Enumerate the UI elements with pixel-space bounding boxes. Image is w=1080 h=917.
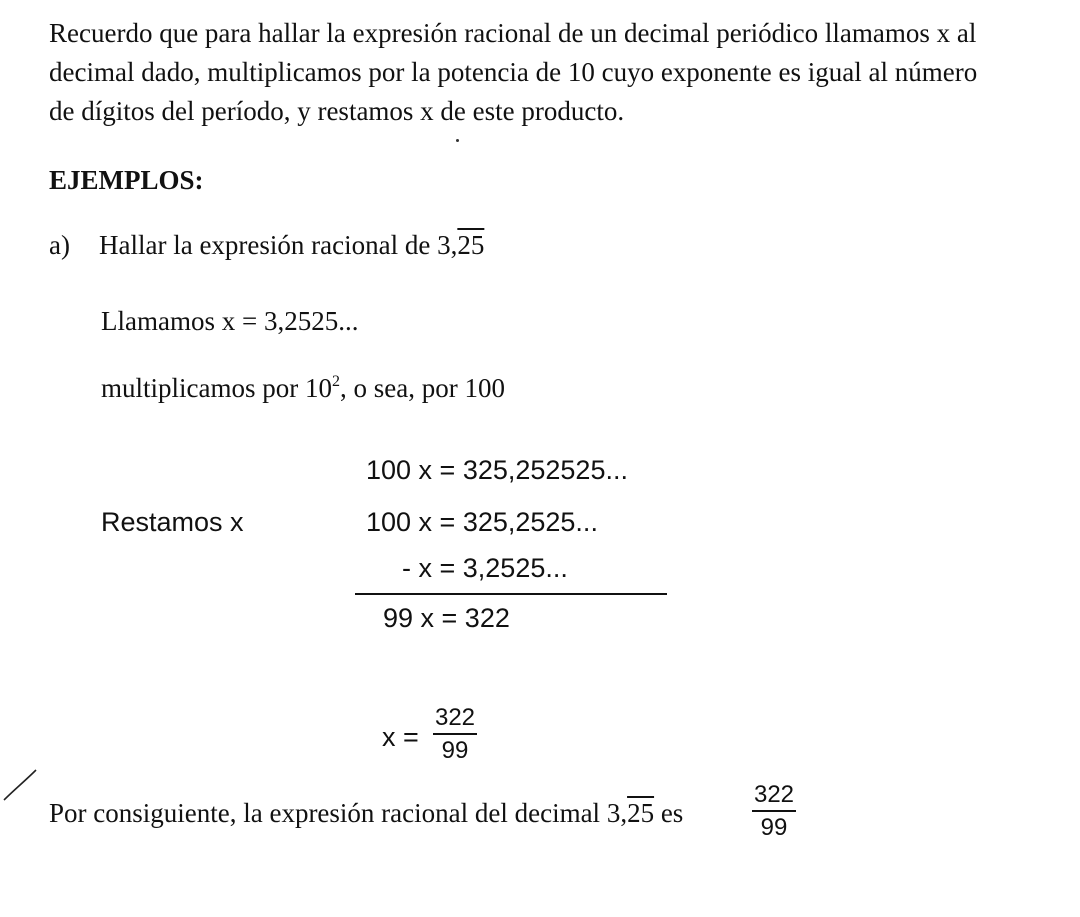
subtraction-rule bbox=[355, 593, 667, 595]
intro-line-1: Recuerdo que para hallar la expresión racional de un decimal periódico llamamos x al bbox=[49, 18, 977, 48]
multiply-post: , o sea, por 100 bbox=[339, 373, 505, 403]
intro-line-3: de dígitos del período, y restamos x de este producto. bbox=[49, 96, 625, 126]
multiply-pre: multiplicamos por 10 bbox=[101, 373, 332, 403]
equation-3: - x = 3,2525... bbox=[402, 553, 568, 583]
restamos-label: Restamos x bbox=[101, 507, 244, 537]
x-equals: x = bbox=[382, 722, 419, 752]
final-number-int: 3, bbox=[606, 798, 628, 828]
equation-4: 99 x = 322 bbox=[383, 603, 510, 633]
examples-heading: EJEMPLOS: bbox=[49, 165, 204, 195]
intro-line-2: decimal dado, multiplicamos por la potencia de 10 cuyo exponente es igual al número bbox=[49, 57, 978, 87]
result-fraction bbox=[433, 704, 477, 765]
equation-2: 100 x = 325,2525... bbox=[366, 507, 598, 537]
final-number-period: 25 bbox=[627, 798, 655, 828]
multiply-exponent: 2 bbox=[331, 373, 340, 390]
final-text: Por consiguiente, la expresión racional del decimal bbox=[49, 798, 607, 828]
pen-stroke-mark bbox=[2, 768, 38, 804]
intro-paragraph bbox=[49, 14, 1059, 131]
llamamos-line: Llamamos x = 3,2525... bbox=[101, 306, 359, 336]
example-a-label: a) bbox=[49, 230, 70, 260]
final-fraction-denominator: 99 bbox=[760, 814, 788, 841]
final-statement bbox=[49, 798, 683, 829]
example-a-number-int: 3, bbox=[437, 230, 458, 260]
example-a-number-period: 25 bbox=[457, 230, 485, 260]
example-a-statement bbox=[49, 230, 484, 261]
equation-1: 100 x = 325,252525... bbox=[366, 455, 628, 485]
scan-speck bbox=[456, 139, 459, 142]
example-a-text: Hallar la expresión racional de bbox=[99, 230, 438, 260]
result-fraction-bar bbox=[433, 733, 477, 735]
result-fraction-denominator: 99 bbox=[441, 737, 469, 764]
final-fraction bbox=[752, 781, 796, 842]
final-fraction-numerator: 322 bbox=[753, 781, 795, 808]
result-fraction-numerator: 322 bbox=[434, 704, 476, 731]
multiply-line bbox=[101, 373, 505, 404]
final-fraction-bar bbox=[752, 810, 796, 812]
final-es: es bbox=[654, 798, 684, 828]
